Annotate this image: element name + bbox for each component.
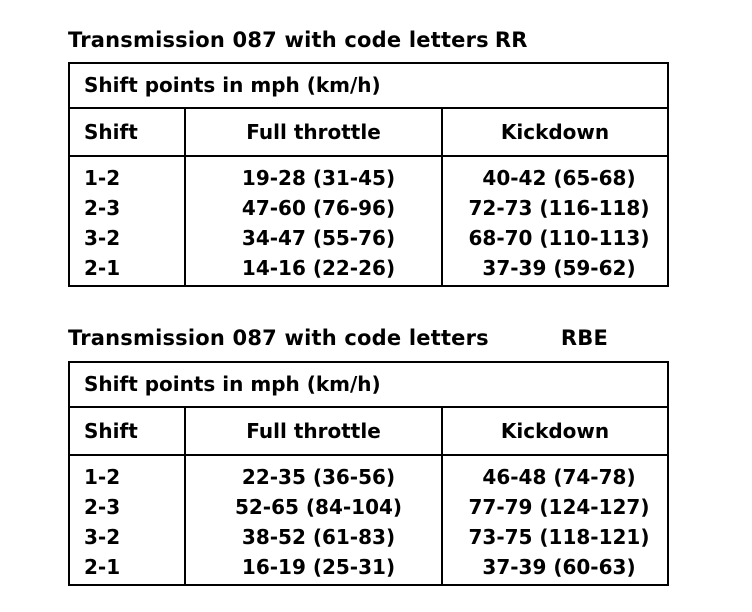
code-letters: RBE xyxy=(560,326,609,350)
shift-cell: 2-3 xyxy=(84,495,121,519)
table-caption-rbe xyxy=(68,326,608,350)
header-full-throttle: Full throttle xyxy=(186,109,443,155)
header-full-throttle: Full throttle xyxy=(186,408,443,454)
shift-cell: 1-2 xyxy=(84,465,121,489)
shift-cell: 1-2 xyxy=(84,166,121,190)
table-header-row xyxy=(70,109,667,157)
full-throttle-cell: 52-65 (84-104) xyxy=(234,495,403,519)
kickdown-cell: 73-75 (118-121) xyxy=(468,525,650,549)
full-throttle-cell: 47-60 (76-96) xyxy=(241,196,396,220)
full-throttle-cell: 34-47 (55-76) xyxy=(241,226,396,250)
shift-points-table-rbe xyxy=(68,361,669,586)
table-title: Shift points in mph (km/h) xyxy=(70,363,667,408)
shift-cell: 3-2 xyxy=(84,525,121,549)
kickdown-cell: 68-70 (110-113) xyxy=(468,226,650,250)
shift-cell: 2-1 xyxy=(84,555,121,579)
table-caption-rr xyxy=(68,28,528,52)
kickdown-column xyxy=(443,157,667,285)
full-throttle-cell: 38-52 (61-83) xyxy=(241,525,396,549)
shift-column xyxy=(70,456,186,584)
shift-cell: 3-2 xyxy=(84,226,121,250)
kickdown-cell: 77-79 (124-127) xyxy=(468,495,650,519)
full-throttle-cell: 16-19 (25-31) xyxy=(241,555,396,579)
code-letters: RR xyxy=(494,28,528,52)
caption-prefix: Transmission 087 with code letters xyxy=(68,326,489,350)
kickdown-cell: 40-42 (65-68) xyxy=(482,166,636,190)
header-shift: Shift xyxy=(70,109,186,155)
kickdown-cell: 37-39 (60-63) xyxy=(482,555,636,579)
full-throttle-cell: 14-16 (22-26) xyxy=(241,256,396,280)
shift-column xyxy=(70,157,186,285)
table-title: Shift points in mph (km/h) xyxy=(70,64,667,109)
caption-prefix: Transmission 087 with code letters xyxy=(68,28,489,52)
full-throttle-column xyxy=(186,157,443,285)
table-header-row xyxy=(70,408,667,456)
full-throttle-column xyxy=(186,456,443,584)
shift-cell: 2-1 xyxy=(84,256,121,280)
header-kickdown: Kickdown xyxy=(500,419,610,443)
header-kickdown: Kickdown xyxy=(500,120,610,144)
shift-cell: 2-3 xyxy=(84,196,121,220)
table-body xyxy=(70,456,667,584)
kickdown-column xyxy=(443,456,667,584)
full-throttle-cell: 19-28 (31-45) xyxy=(241,166,396,190)
header-shift: Shift xyxy=(70,408,186,454)
kickdown-cell: 72-73 (116-118) xyxy=(468,196,650,220)
shift-points-table-rr xyxy=(68,62,669,287)
kickdown-cell: 37-39 (59-62) xyxy=(482,256,636,280)
table-body xyxy=(70,157,667,285)
full-throttle-cell: 22-35 (36-56) xyxy=(241,465,396,489)
kickdown-cell: 46-48 (74-78) xyxy=(482,465,636,489)
